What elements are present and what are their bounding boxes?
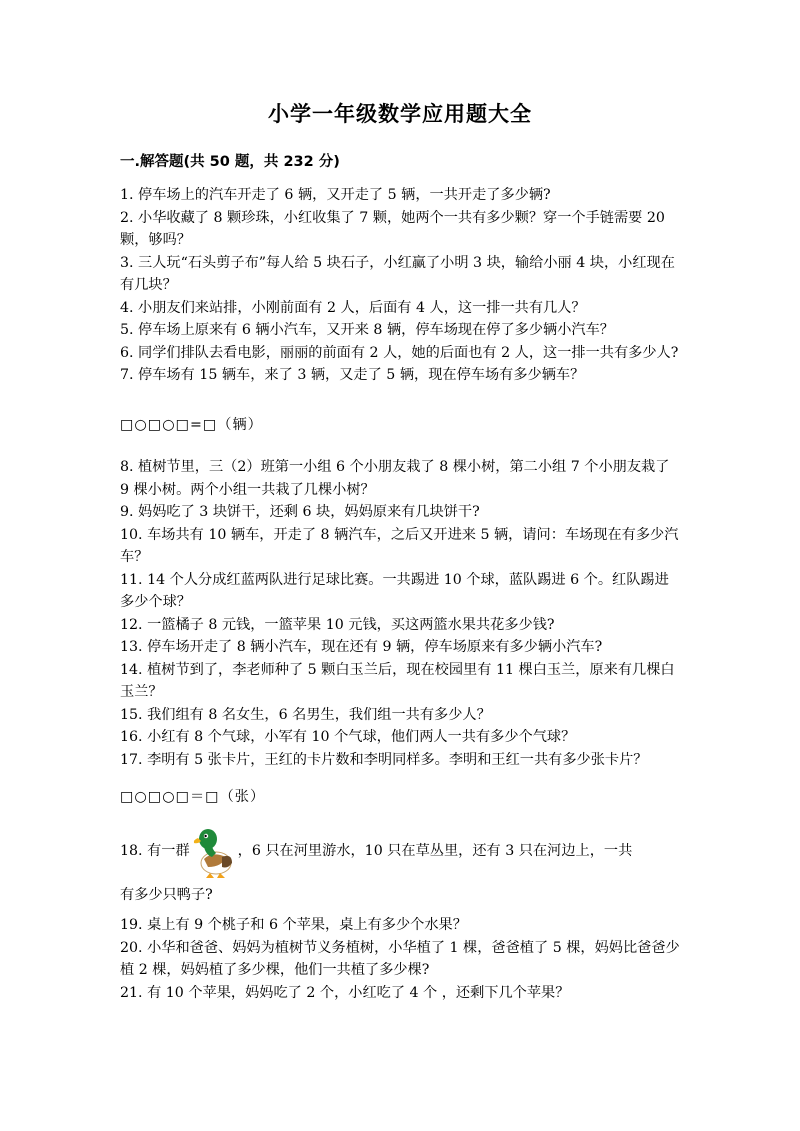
question-item: 20. 小华和爸爸、妈妈为植树节义务植树，小华植了 1 棵，爸爸植了 5 棵，妈妈比爸爸少植 2 棵，妈妈植了多少棵，他们一共植了多少棵? [120,939,680,978]
question-item: 4. 小朋友们来站排，小刚前面有 2 人，后面有 4 人，这一排一共有几人？ [120,299,586,316]
question-item: 10. 车场共有 10 辆车，开走了 8 辆汽车，之后又开进来 5 辆，请问：车场现在有多少汽车？ [120,526,679,565]
question-item: 2. 小华收藏了 8 颗珍珠，小红收集了 7 颗，她两个一共有多少颗？穿一个手链需要 20 颗，够吗？ [120,209,665,248]
question-item: 11. 14 个人分成红蓝两队进行足球比赛。一共踢进 10 个球，蓝队踢进 6 个。红队踢进多少个球？ [120,571,669,610]
question-item: 14. 植树节到了，李老师种了 5 颗白玉兰后，现在校园里有 11 棵白玉兰，原来有几棵白玉兰？ [120,661,675,700]
section-heading: 一.解答题(共 50 题，共 232 分) [120,154,340,170]
page-title: 小学一年级数学应用题大全 [268,102,532,126]
question-item: 6. 同学们排队去看电影，丽丽的前面有 2 人，她的后面也有 2 人，这一排一共有多少人? [120,344,679,361]
question-item: 8. 植树节里，三（2）班第一小组 6 个小朋友栽了 8 棵小树，第二小组 7 个小朋友栽了 9 棵小树。两个小组一共栽了几棵小树？ [120,459,670,498]
question-item: 9. 妈妈吃了 3 块饼干，还剩 6 块，妈妈原来有几块饼干? [120,504,480,520]
question-item: 21. 有 10 个苹果，妈妈吃了 2 个，小红吃了 4 个 ，还剩下几个苹果？ [120,984,570,1001]
question-item: 16. 小红有 8 个气球，小军有 10 个气球，他们两人一共有多少个气球？ [120,729,576,745]
question-item: 1. 停车场上的汽车开走了 6 辆，又开走了 5 辆，一共开走了多少辆? [120,187,551,203]
question-item: 19. 桌上有 9 个桃子和 6 个苹果，桌上有多少个水果？ [120,917,467,933]
question-block-2 [120,456,680,771]
question-block-1 [120,184,680,387]
question-item: 17. 李明有 5 张卡片，王红的卡片数和李明同样多。李明和王红一共有多少张卡片？ [120,751,648,768]
question-18-start: 18. 有一群 [120,843,190,859]
question-item: 13. 停车场开走了 8 辆小汽车，现在还有 9 辆，停车场原来有多少辆小汽车? [120,639,603,655]
question-18-rest: ，6 只在河里游水，10 只在草丛里，还有 3 只在河边上，一共 [237,843,633,859]
question-item: 3. 三人玩“石头剪子布”每人给 5 块石子，小红赢了小明 3 块，输给小丽 4 块，小红现在有几块？ [120,254,675,293]
question-item: 15. 我们组有 8 名女生，6 名男生，我们组一共有多少人？ [120,706,491,723]
question-18-line2: 有多少只鸭子? [120,887,213,903]
question-item: 12. 一篮橘子 8 元钱，一篮苹果 10 元钱，买这两篮水果共花多少钱? [120,616,555,633]
answer-formula-1: □○□○□=□（辆） [120,417,263,433]
duck-icon [192,823,236,879]
question-item: 5. 停车场上原来有 6 辆小汽车，又开来 8 辆，停车场现在停了多少辆小汽车？ [120,322,614,338]
question-item: 7. 停车场有 15 辆车，来了 3 辆，又走了 5 辆，现在停车场有多少辆车？ [120,367,585,383]
question-18 [120,822,680,906]
question-block-3 [120,914,680,1004]
answer-formula-2: □○□○□＝□（张） [120,789,266,805]
